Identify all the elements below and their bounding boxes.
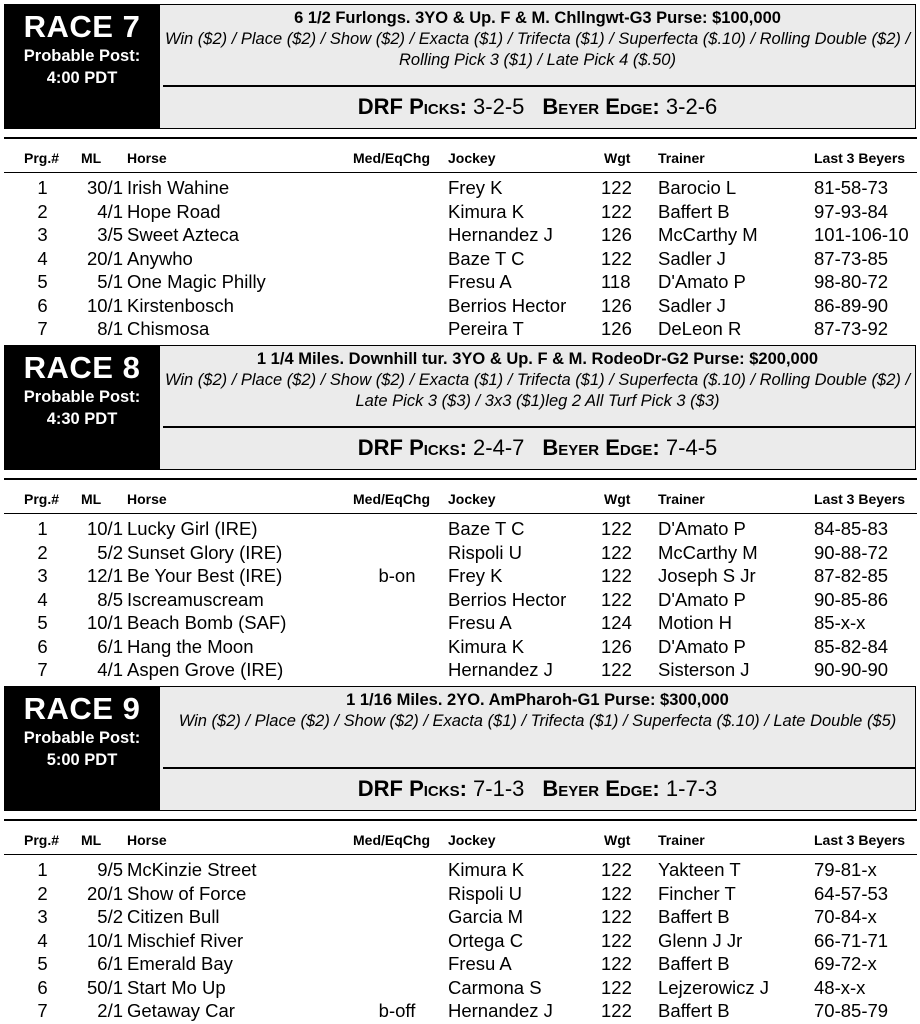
last-3-beyers: 85-82-84 xyxy=(814,635,889,657)
program-number: 5 xyxy=(37,953,48,974)
morning-line-odds: 4/1 xyxy=(97,659,123,680)
weight: 122 xyxy=(601,588,632,610)
last-3-beyers: 70-84-x xyxy=(814,906,877,927)
table-row xyxy=(0,658,920,682)
morning-line-odds: 4/1 xyxy=(97,200,123,222)
beyer-edge-label: Beyer Edge: xyxy=(542,776,660,801)
morning-line-odds: 5/2 xyxy=(97,906,123,927)
weight: 122 xyxy=(601,247,632,269)
last-3-beyers: 87-73-92 xyxy=(814,318,889,339)
program-number: 7 xyxy=(37,1000,48,1021)
last-3-beyers: 98-80-72 xyxy=(814,271,889,292)
weight: 126 xyxy=(601,294,632,316)
weight: 122 xyxy=(601,976,632,998)
column-header-trainer: Trainer xyxy=(658,150,705,166)
program-number: 6 xyxy=(37,294,48,316)
horse-name: Sweet Azteca xyxy=(127,224,240,245)
column-header-horse: Horse xyxy=(127,150,167,166)
program-number: 5 xyxy=(37,271,48,292)
table-row xyxy=(0,294,920,318)
column-header-rule xyxy=(4,854,917,855)
trainer-name: Glenn J Jr xyxy=(658,929,743,951)
probable-post-time: 5:00 PDT xyxy=(46,751,118,769)
table-row xyxy=(0,564,920,588)
trainer-name: Motion H xyxy=(658,612,733,633)
table-row xyxy=(0,517,920,541)
race-wagers: Win ($2) / Place ($2) / Show ($2) / Exacta ($1) / Trifecta ($1) / Superfecta ($.10) / Rolling Double ($2) / Rolling Pick 3 ($1) / Late Pick 4 ($.50) xyxy=(164,30,911,69)
jockey-name: Baze T C xyxy=(448,247,525,269)
program-number: 3 xyxy=(37,906,48,927)
med-equipment-change: b-off xyxy=(378,1000,416,1021)
morning-line-odds: 8/5 xyxy=(97,588,123,610)
morning-line-odds: 6/1 xyxy=(97,953,123,974)
race-description: 1 1/4 Miles. Downhill tur. 3YO & Up. F & M. RodeoDr-G2 Purse: $200,000 xyxy=(256,350,819,368)
jockey-name: Hernandez J xyxy=(448,1000,553,1021)
last-3-beyers: 85-x-x xyxy=(814,612,866,633)
weight: 122 xyxy=(601,906,632,927)
race-description: 6 1/2 Furlongs. 3YO & Up. F & M. Chllngwt-G3 Purse: $100,000 xyxy=(294,9,781,27)
horse-name: Aspen Grove (IRE) xyxy=(127,659,284,680)
column-header-ml: ML xyxy=(81,832,102,848)
column-header-wgt: Wgt xyxy=(604,150,631,166)
last-3-beyers: 84-85-83 xyxy=(814,518,889,539)
beyer-edge-label: Beyer Edge: xyxy=(542,94,660,119)
drf-picks-label: DRF Picks: xyxy=(357,435,467,460)
last-3-beyers: 48-x-x xyxy=(814,976,866,998)
morning-line-odds: 10/1 xyxy=(86,294,123,316)
race-info-panel xyxy=(160,686,916,811)
column-header-trainer: Trainer xyxy=(658,491,705,507)
jockey-name: Fresu A xyxy=(448,271,512,292)
race-number-block xyxy=(4,4,160,129)
trainer-name: Lejzerowicz J xyxy=(658,976,770,998)
table-row xyxy=(0,999,920,1023)
column-header-med: Med/EqChg xyxy=(353,491,430,507)
weight: 122 xyxy=(601,565,632,586)
morning-line-odds: 5/2 xyxy=(97,541,123,563)
weight: 118 xyxy=(601,271,631,292)
horse-name: Irish Wahine xyxy=(127,177,230,198)
last-3-beyers: 87-82-85 xyxy=(814,565,889,586)
morning-line-odds: 6/1 xyxy=(97,635,123,657)
horse-name: McKinzie Street xyxy=(127,859,257,880)
program-number: 7 xyxy=(37,659,48,680)
trainer-name: D'Amato P xyxy=(658,271,746,292)
table-row xyxy=(0,635,920,659)
horse-name: Anywho xyxy=(127,247,193,269)
column-header-beyers: Last 3 Beyers xyxy=(814,150,906,166)
trainer-name: Sadler J xyxy=(658,294,726,316)
column-header-rule xyxy=(4,172,917,173)
column-header-med: Med/EqChg xyxy=(353,832,430,848)
race-header xyxy=(4,4,917,129)
race-wagers: Win ($2) / Place ($2) / Show ($2) / Exacta ($1) / Trifecta ($1) / Superfecta ($.10) / Rolling Double ($2) / Late Pick 3 ($3) / 3x3 ($1)leg 2 All Turf Pick 3 ($3) xyxy=(164,371,911,410)
table-row xyxy=(0,611,920,635)
column-header-prg: Prg.# xyxy=(24,150,60,166)
trainer-name: Sadler J xyxy=(658,247,726,269)
program-number: 2 xyxy=(37,882,48,904)
trainer-name: McCarthy M xyxy=(658,224,758,245)
program-number: 1 xyxy=(37,177,48,198)
program-number: 4 xyxy=(37,588,48,610)
horse-name: Hang the Moon xyxy=(127,635,254,657)
column-header-jockey: Jockey xyxy=(448,150,496,166)
last-3-beyers: 81-58-73 xyxy=(814,177,889,198)
jockey-name: Berrios Hector xyxy=(448,588,567,610)
trainer-name: D'Amato P xyxy=(658,588,746,610)
program-number: 4 xyxy=(37,247,48,269)
beyer-edge-value: 3-2-6 xyxy=(665,94,718,119)
horse-name: Emerald Bay xyxy=(127,953,233,974)
morning-line-odds: 5/1 xyxy=(97,271,123,292)
horse-name: Start Mo Up xyxy=(127,976,226,998)
trainer-name: Baffert B xyxy=(658,200,730,222)
trainer-name: Baffert B xyxy=(658,953,730,974)
horse-name: Be Your Best (IRE) xyxy=(127,565,283,586)
program-number: 5 xyxy=(37,612,48,633)
morning-line-odds: 12/1 xyxy=(86,565,123,586)
last-3-beyers: 69-72-x xyxy=(814,953,877,974)
race-number-block xyxy=(4,345,160,470)
morning-line-odds: 2/1 xyxy=(97,1000,123,1021)
weight: 122 xyxy=(601,1000,632,1021)
weight: 122 xyxy=(601,859,632,880)
column-header-jockey: Jockey xyxy=(448,832,496,848)
morning-line-odds: 20/1 xyxy=(86,882,123,904)
table-row xyxy=(0,929,920,953)
beyer-edge-value: 1-7-3 xyxy=(665,776,718,801)
program-number: 3 xyxy=(37,224,48,245)
table-top-rule xyxy=(4,478,917,480)
table-row xyxy=(0,541,920,565)
jockey-name: Fresu A xyxy=(448,953,512,974)
drf-picks-value: 2-4-7 xyxy=(473,435,525,460)
column-header-med: Med/EqChg xyxy=(353,150,430,166)
horse-name: Lucky Girl (IRE) xyxy=(127,518,258,539)
morning-line-odds: 10/1 xyxy=(86,518,123,539)
jockey-name: Fresu A xyxy=(448,612,512,633)
program-number: 2 xyxy=(37,541,48,563)
column-header-rule xyxy=(4,513,917,514)
last-3-beyers: 70-85-79 xyxy=(814,1000,889,1021)
last-3-beyers: 87-73-85 xyxy=(814,247,889,269)
column-header-beyers: Last 3 Beyers xyxy=(814,832,906,848)
picks-line xyxy=(160,434,915,462)
race-divider xyxy=(163,426,915,428)
race-title: RACE 8 xyxy=(23,350,141,385)
table-row xyxy=(0,247,920,271)
morning-line-odds: 10/1 xyxy=(86,612,123,633)
column-header-trainer: Trainer xyxy=(658,832,705,848)
horse-name: Chismosa xyxy=(127,318,210,339)
weight: 126 xyxy=(601,635,632,657)
weight: 122 xyxy=(601,659,632,680)
trainer-name: Baffert B xyxy=(658,1000,730,1021)
column-header-horse: Horse xyxy=(127,491,167,507)
program-number: 6 xyxy=(37,635,48,657)
trainer-name: Sisterson J xyxy=(658,659,750,680)
table-row xyxy=(0,858,920,882)
table-row xyxy=(0,952,920,976)
jockey-name: Rispoli U xyxy=(448,541,523,563)
probable-post-label: Probable Post: xyxy=(23,388,141,406)
last-3-beyers: 64-57-53 xyxy=(814,882,889,904)
jockey-name: Berrios Hector xyxy=(448,294,567,316)
horse-name: Citizen Bull xyxy=(127,906,220,927)
horse-name: Kirstenbosch xyxy=(127,294,234,316)
program-number: 2 xyxy=(37,200,48,222)
column-header-prg: Prg.# xyxy=(24,832,60,848)
last-3-beyers: 86-89-90 xyxy=(814,294,889,316)
table-row xyxy=(0,317,920,341)
picks-line xyxy=(160,93,915,121)
race-divider xyxy=(163,85,915,87)
trainer-name: Joseph S Jr xyxy=(658,565,756,586)
trainer-name: D'Amato P xyxy=(658,635,746,657)
horse-name: One Magic Philly xyxy=(127,271,266,292)
table-row xyxy=(0,270,920,294)
horse-name: Beach Bomb (SAF) xyxy=(127,612,287,633)
trainer-name: DeLeon R xyxy=(658,318,742,339)
drf-picks-value: 7-1-3 xyxy=(473,776,525,801)
trainer-name: D'Amato P xyxy=(658,518,746,539)
column-header-ml: ML xyxy=(81,150,102,166)
weight: 122 xyxy=(601,541,632,563)
race-wagers: Win ($2) / Place ($2) / Show ($2) / Exacta ($1) / Trifecta ($1) / Superfecta ($.10) / Late Double ($5) xyxy=(178,712,897,730)
race-header xyxy=(4,345,917,470)
morning-line-odds: 20/1 xyxy=(86,247,123,269)
race-title: RACE 9 xyxy=(23,691,141,726)
jockey-name: Hernandez J xyxy=(448,659,553,680)
drf-picks-value: 3-2-5 xyxy=(473,94,525,119)
jockey-name: Rispoli U xyxy=(448,882,523,904)
weight: 122 xyxy=(601,200,632,222)
program-number: 1 xyxy=(37,859,48,880)
horse-name: Iscreamuscream xyxy=(127,588,264,610)
program-number: 4 xyxy=(37,929,48,951)
column-header-horse: Horse xyxy=(127,832,167,848)
morning-line-odds: 9/5 xyxy=(97,859,123,880)
program-number: 1 xyxy=(37,518,48,539)
beyer-edge-value: 7-4-5 xyxy=(665,435,718,460)
morning-line-odds: 10/1 xyxy=(86,929,123,951)
jockey-name: Baze T C xyxy=(448,518,525,539)
table-row xyxy=(0,588,920,612)
jockey-name: Frey K xyxy=(448,177,503,198)
trainer-name: Barocio L xyxy=(658,177,737,198)
probable-post-label: Probable Post: xyxy=(23,47,141,65)
jockey-name: Pereira T xyxy=(448,318,524,339)
table-top-rule xyxy=(4,137,917,139)
race-info-panel xyxy=(160,345,916,470)
weight: 122 xyxy=(601,929,632,951)
beyer-edge-label: Beyer Edge: xyxy=(542,435,660,460)
race-divider xyxy=(163,767,915,769)
column-header-wgt: Wgt xyxy=(604,832,631,848)
jockey-name: Carmona S xyxy=(448,976,542,998)
trainer-name: Fincher T xyxy=(658,882,736,904)
table-row xyxy=(0,223,920,247)
last-3-beyers: 90-90-90 xyxy=(814,659,889,680)
probable-post-time: 4:30 PDT xyxy=(46,410,118,428)
table-row xyxy=(0,905,920,929)
jockey-name: Hernandez J xyxy=(448,224,553,245)
race-header xyxy=(4,686,917,811)
race-info-panel xyxy=(160,4,916,129)
weight: 124 xyxy=(601,612,632,633)
morning-line-odds: 3/5 xyxy=(97,224,123,245)
table-top-rule xyxy=(4,819,917,821)
jockey-name: Kimura K xyxy=(448,859,525,880)
horse-name: Mischief River xyxy=(127,929,244,951)
column-header-wgt: Wgt xyxy=(604,491,631,507)
race-description: 1 1/16 Miles. 2YO. AmPharoh-G1 Purse: $300,000 xyxy=(346,691,729,709)
weight: 126 xyxy=(601,224,632,245)
table-row xyxy=(0,976,920,1000)
program-number: 7 xyxy=(37,318,48,339)
table-row xyxy=(0,200,920,224)
race-number-block xyxy=(4,686,160,811)
probable-post-time: 4:00 PDT xyxy=(46,69,118,87)
horse-name: Getaway Car xyxy=(127,1000,235,1021)
last-3-beyers: 97-93-84 xyxy=(814,200,889,222)
weight: 122 xyxy=(601,177,632,198)
horse-name: Show of Force xyxy=(127,882,247,904)
last-3-beyers: 79-81-x xyxy=(814,859,877,880)
jockey-name: Ortega C xyxy=(448,929,524,951)
table-row xyxy=(0,882,920,906)
program-number: 3 xyxy=(37,565,48,586)
race-title: RACE 7 xyxy=(23,9,141,44)
probable-post-label: Probable Post: xyxy=(23,729,141,747)
med-equipment-change: b-on xyxy=(378,565,416,586)
picks-line xyxy=(160,775,915,803)
last-3-beyers: 90-88-72 xyxy=(814,541,889,563)
table-row xyxy=(0,176,920,200)
jockey-name: Kimura K xyxy=(448,200,525,222)
last-3-beyers: 90-85-86 xyxy=(814,588,889,610)
trainer-name: Yakteen T xyxy=(658,859,741,880)
weight: 122 xyxy=(601,882,632,904)
horse-name: Hope Road xyxy=(127,200,221,222)
program-number: 6 xyxy=(37,976,48,998)
morning-line-odds: 50/1 xyxy=(86,976,123,998)
jockey-name: Kimura K xyxy=(448,635,525,657)
column-header-ml: ML xyxy=(81,491,102,507)
jockey-name: Garcia M xyxy=(448,906,524,927)
last-3-beyers: 101-106-10 xyxy=(814,224,909,245)
horse-name: Sunset Glory (IRE) xyxy=(127,541,283,563)
drf-picks-label: DRF Picks: xyxy=(357,94,467,119)
column-header-prg: Prg.# xyxy=(24,491,60,507)
last-3-beyers: 66-71-71 xyxy=(814,929,889,951)
weight: 122 xyxy=(601,953,632,974)
morning-line-odds: 8/1 xyxy=(97,318,123,339)
column-header-beyers: Last 3 Beyers xyxy=(814,491,906,507)
drf-picks-label: DRF Picks: xyxy=(357,776,467,801)
weight: 126 xyxy=(601,318,632,339)
column-header-jockey: Jockey xyxy=(448,491,496,507)
jockey-name: Frey K xyxy=(448,565,503,586)
morning-line-odds: 30/1 xyxy=(86,177,123,198)
trainer-name: Baffert B xyxy=(658,906,730,927)
trainer-name: McCarthy M xyxy=(658,541,758,563)
weight: 122 xyxy=(601,518,632,539)
